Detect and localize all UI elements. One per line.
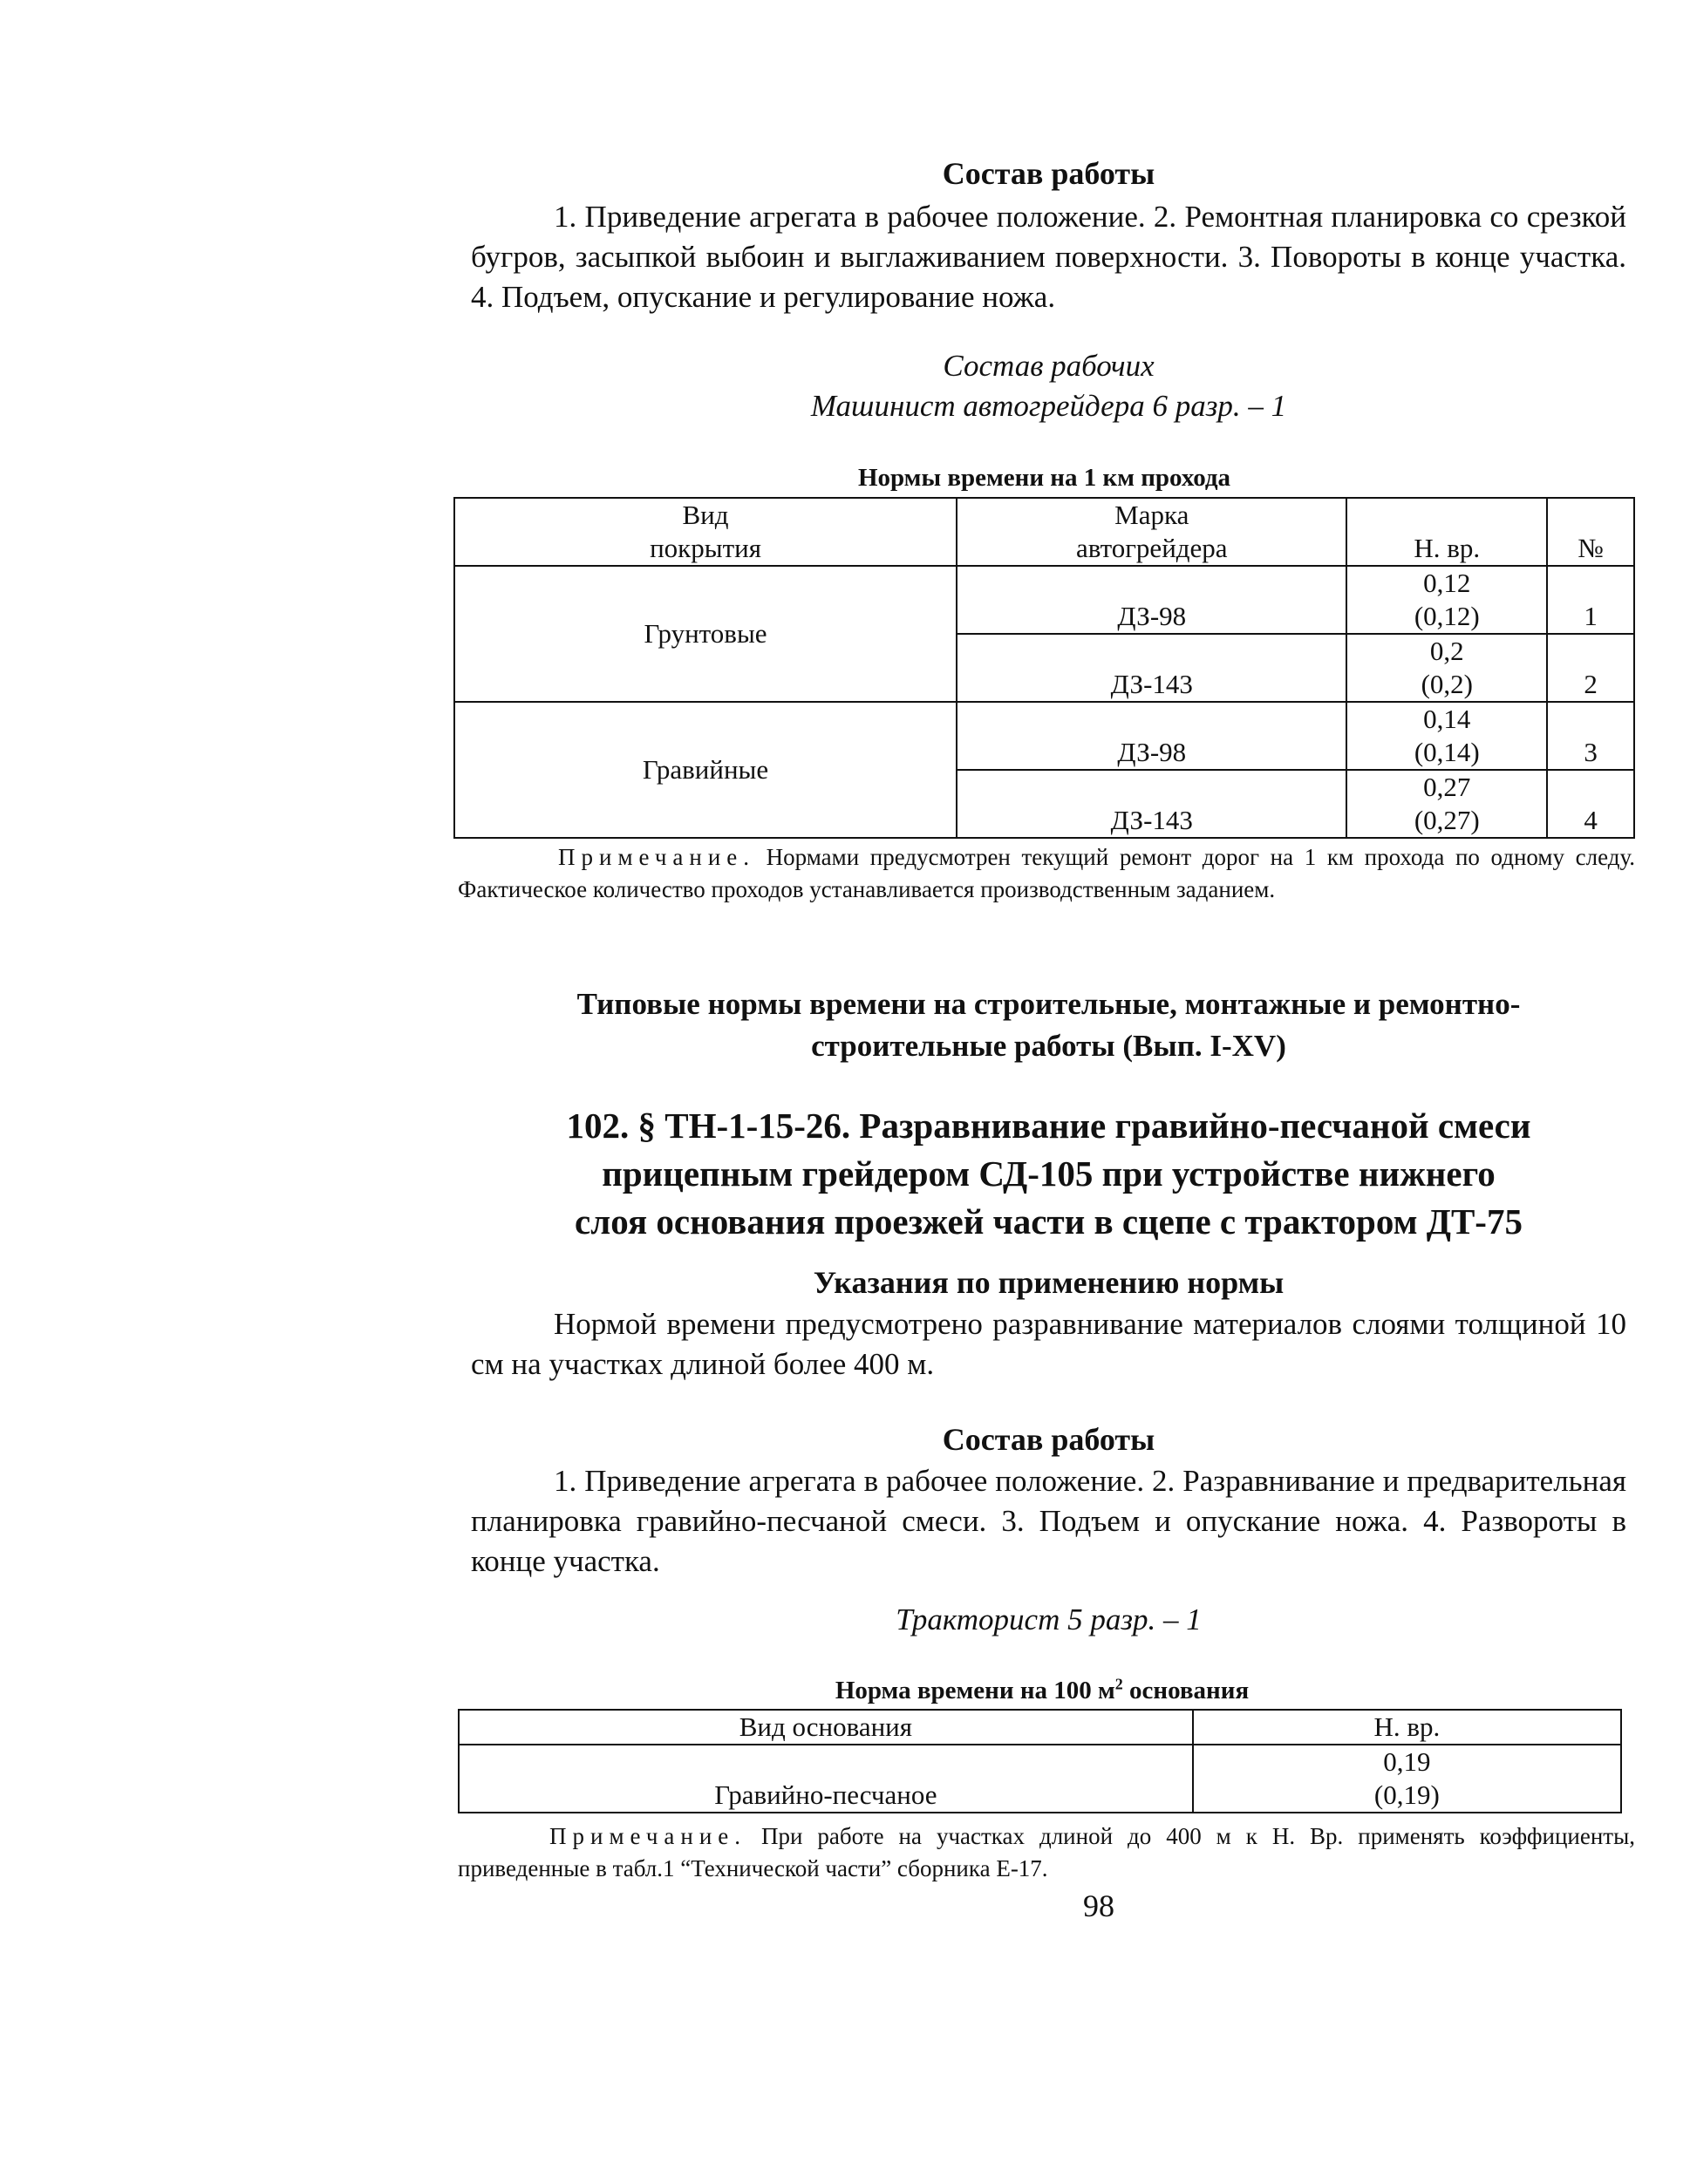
surface-cell: Гравийные <box>454 702 957 838</box>
norm-cell: 0,19 (0,19) <box>1193 1745 1621 1813</box>
paragraph-title-line1: 102. § ТН-1-15-26. Разравнивание гравийно-песчаной смеси <box>566 1106 1531 1146</box>
norms-table-2 <box>458 1709 1622 1813</box>
header-grader-brand: Марка автогрейдера <box>957 498 1346 566</box>
norms-table-1 <box>453 497 1635 839</box>
paragraph-title-line2: прицепным грейдером СД-105 при устройстве нижнего <box>602 1153 1496 1194</box>
table-row <box>454 566 1634 634</box>
table-row <box>459 1745 1621 1813</box>
section2-text-content: Нормой времени предусмотрено разравнивание материалов слоями толщиной 10 см на участках длиной более 400 м. <box>471 1307 1626 1381</box>
number-cell: 1 <box>1547 566 1634 634</box>
table1-note <box>458 841 1635 906</box>
norm-cell: 0,27 (0,27) <box>1346 770 1547 838</box>
brand-cell: ДЗ-98 <box>957 702 1346 770</box>
collection-title-line1: Типовые нормы времени на строительные, монтажные и ремонтно- <box>576 987 1521 1021</box>
workers-line-1: Машинист автогрейдера 6 разр. – 1 <box>810 389 1287 423</box>
collection-title-line2: строительные работы (Вып. I-XV) <box>811 1029 1286 1063</box>
section1-text <box>471 197 1626 317</box>
workers-title: Состав рабочих <box>943 349 1155 383</box>
paragraph-title-line3: слоя основания проезжей части в сцепе с трактором ДТ-75 <box>575 1201 1523 1242</box>
number-cell: 3 <box>1547 702 1634 770</box>
table2-header-row <box>459 1710 1621 1745</box>
section3-text-content: 1. Приведение агрегата в рабочее положение. 2. Разравнивание и предварительная планировка гравийно-песчаной смеси. 3. Подъем и опускание ножа. 4. Развороты в конце участка. <box>471 1464 1626 1578</box>
header-norm-time: Н. вр. <box>1346 498 1547 566</box>
table1-header-row <box>454 498 1634 566</box>
note-label: Примечание. <box>558 844 756 870</box>
workers-line-2: Тракторист 5 разр. – 1 <box>896 1602 1202 1636</box>
section2-text <box>471 1304 1626 1385</box>
note-text: При работе на участках длиной до 400 м к Н. Вр. применять коэффициенты, приведенные в табл.1 “Технической части” сборника Е-17. <box>458 1823 1635 1881</box>
note-text: Нормами предусмотрен текущий ремонт дорог на 1 км прохода по одному следу. Фактическое количество проходов устанавливается производственным заданием. <box>458 844 1635 902</box>
norm-cell: 0,12 (0,12) <box>1346 566 1547 634</box>
norm-cell: 0,2 (0,2) <box>1346 634 1547 702</box>
table2-note <box>458 1820 1635 1885</box>
section1-heading: Состав работы <box>942 156 1155 191</box>
section1-text-content: 1. Приведение агрегата в рабочее положение. 2. Ремонтная планировка со срезкой бугров, засыпкой выбоин и выглаживанием поверхности. 3. Повороты в конце участка. 4. Подъем, опускание и регулирование ножа. <box>471 200 1626 314</box>
norm-cell: 0,14 (0,14) <box>1346 702 1547 770</box>
page-number: 98 <box>1083 1888 1114 1923</box>
section2-heading: Указания по применению нормы <box>813 1265 1285 1300</box>
base-cell: Гравийно-песчаное <box>459 1745 1193 1813</box>
table2-caption: Норма времени на 100 $м^2$ основания <box>835 1675 1250 1704</box>
section3-heading: Состав работы <box>942 1422 1155 1457</box>
brand-cell: ДЗ-143 <box>957 634 1346 702</box>
section3-text <box>471 1461 1626 1582</box>
header-number: № <box>1547 498 1634 566</box>
brand-cell: ДЗ-98 <box>957 566 1346 634</box>
brand-cell: ДЗ-143 <box>957 770 1346 838</box>
table1-caption: Нормы времени на 1 км прохода <box>857 464 1231 492</box>
header-surface-type: Вид покрытия <box>454 498 957 566</box>
note-label: Примечание. <box>549 1823 747 1849</box>
collection-title <box>471 983 1626 1067</box>
header-norm-time: Н. вр. <box>1193 1710 1621 1745</box>
table-row <box>454 702 1634 770</box>
surface-cell: Грунтовые <box>454 566 957 702</box>
number-cell: 2 <box>1547 634 1634 702</box>
header-base-type: Вид основания <box>459 1710 1193 1745</box>
number-cell: 4 <box>1547 770 1634 838</box>
paragraph-title <box>471 1102 1626 1246</box>
